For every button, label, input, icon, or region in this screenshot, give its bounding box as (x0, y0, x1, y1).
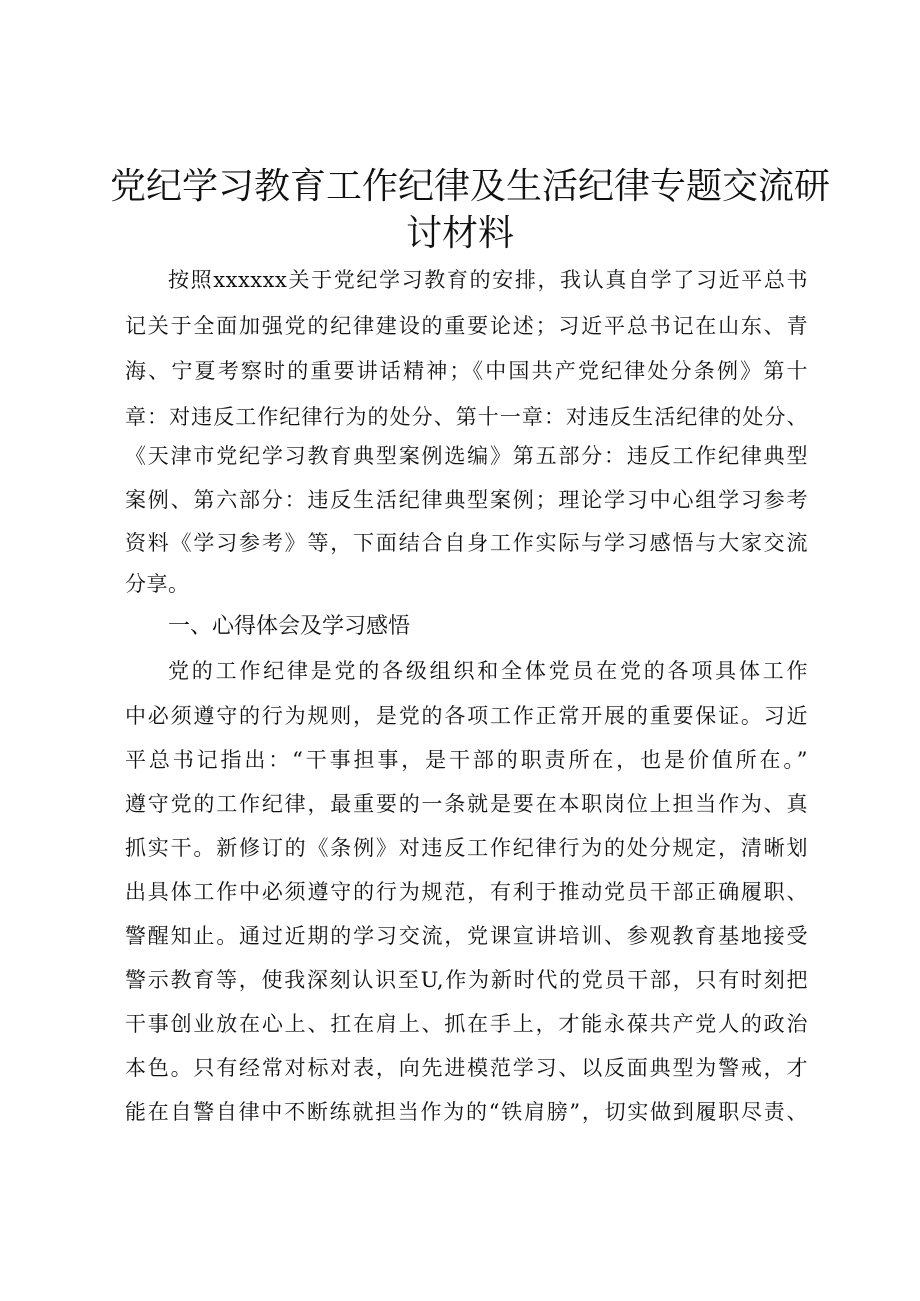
text-line: 能在自警自律中不断练就担当作为的“铁肩膀”，切实做到履职尽责、 (125, 1100, 808, 1124)
text-line: 记关于全面加强党的纪律建设的重要论述；习近平总书记在山东、青 (125, 314, 808, 338)
text-line: 干事创业放在心上、扛在肩上、抓在手上，才能永葆共产党人的政治 (125, 1012, 808, 1036)
text-line: 分享。 (125, 572, 190, 596)
text-line: 中必须遵守的行为规则，是党的各项工作正常开展的重要保证。习近 (125, 704, 808, 728)
section-heading: 一、心得体会及学习感悟 (168, 614, 411, 639)
document-title-line-1: 党纪学习教育工作纪律及生活纪律专题交流研 (110, 166, 831, 207)
text-line: 党的工作纪律是党的各级组织和全体党员在党的各项具体工作 (168, 659, 808, 683)
text-line: 资料《学习参考》等，下面结合自身工作实际与学习感悟与大家交流 (125, 531, 808, 555)
text-line: 海、宁夏考察时的重要讲话精神；《中国共产党纪律处分条例》第十 (125, 359, 808, 383)
text-line: 出具体工作中必须遵守的行为规范，有利于推动党员干部正确履职、 (125, 880, 808, 904)
text-line: 本色。只有经常对标对表，向先进模范学习、以反面典型为警戒，才 (125, 1056, 808, 1080)
text-line: 平总书记指出：“干事担事，是干部的职责所在，也是价值所在。” (125, 748, 808, 772)
text-line: 抓实干。新修订的《条例》对违反工作纪律行为的处分规定，清晰划 (125, 836, 808, 860)
text-line: 警醒知止。通过近期的学习交流，党课宣讲培训、参观教育基地接受 (125, 924, 808, 948)
text-line: 案例、第六部分：违反生活纪律典型案例；理论学习中心组学习参考 (125, 488, 808, 512)
text-line: 遵守党的工作纪律，最重要的一条就是要在本职岗位上担当作为、真 (125, 792, 808, 816)
text-line: 章：对违反工作纪律行为的处分、第十一章：对违反生活纪律的处分、 (125, 405, 808, 429)
text-line: 按照xxxxxx关于党纪学习教育的安排，我认真自学了习近平总书 (168, 268, 808, 292)
document-title-line-2: 讨材料 (405, 213, 514, 254)
text-line: 警示教育等，使我深刻认识至U,作为新时代的党员干部，只有时刻把 (125, 968, 808, 992)
text-line: 《天津市党纪学习教育典型案例选编》第五部分：违反工作纪律典型 (125, 444, 808, 468)
